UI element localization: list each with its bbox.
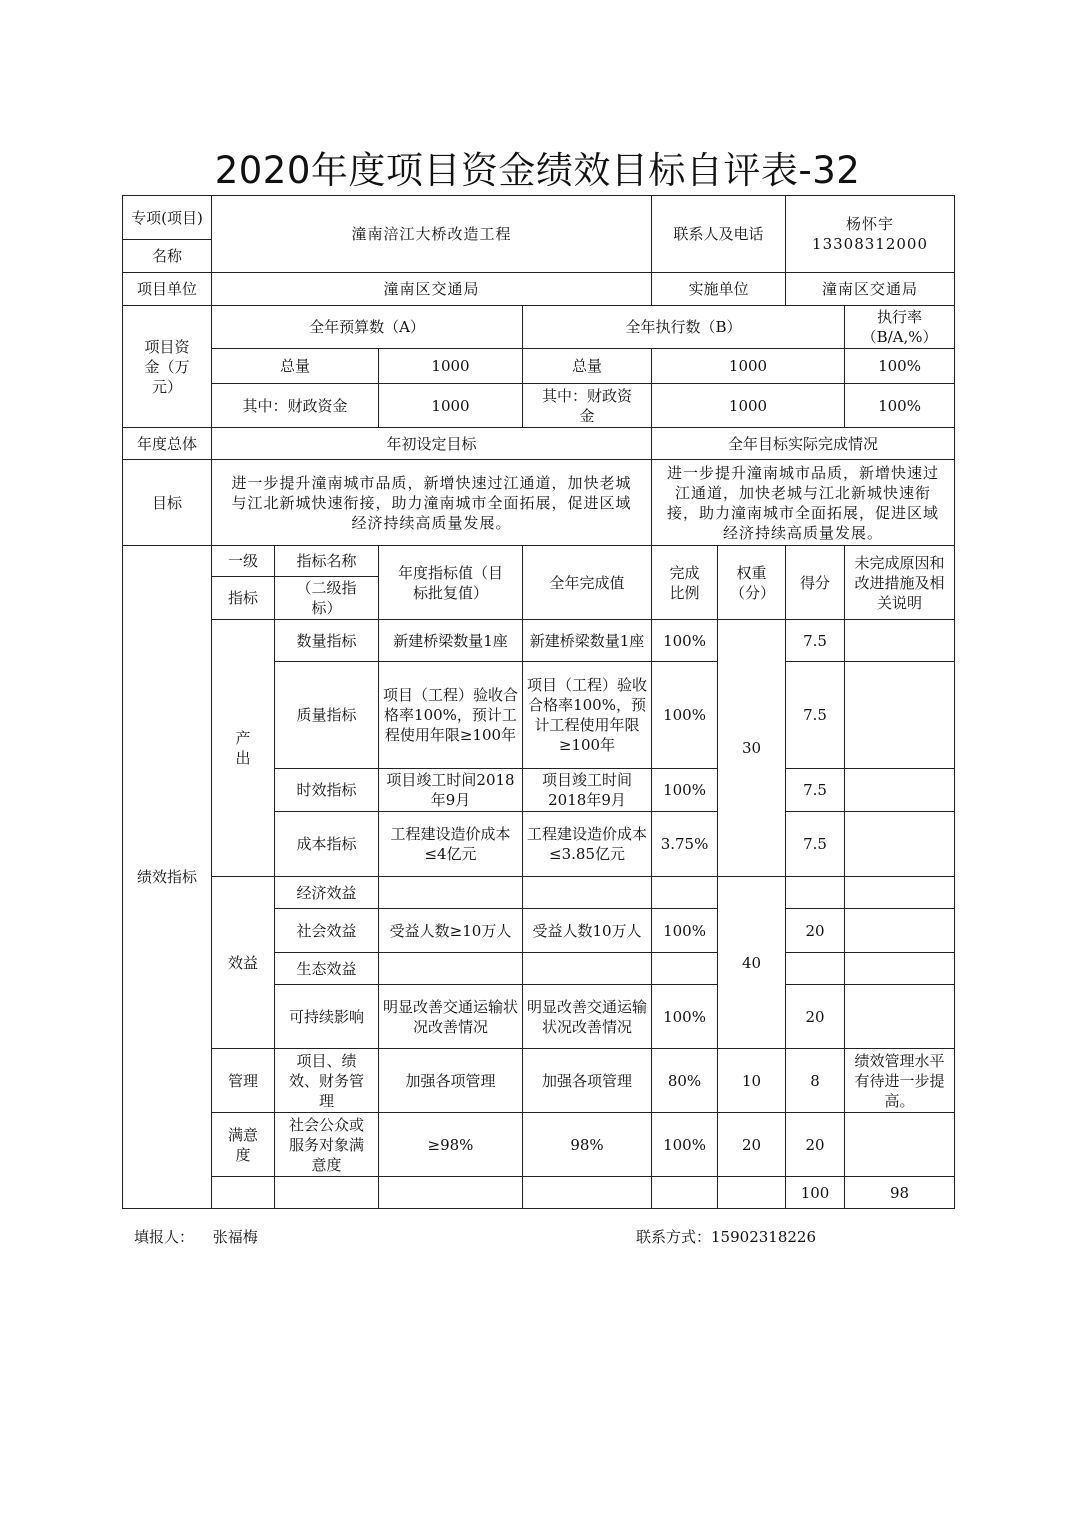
perf-header-row-1 (123, 546, 955, 577)
mgmt-done: 加强各项管理 (523, 1049, 652, 1113)
indicator-reason (845, 877, 955, 909)
indicator-name: 生态效益 (275, 953, 379, 985)
total-score: 98 (845, 1177, 955, 1209)
h-name-bottom: （二级指标） (275, 577, 379, 620)
indicator-reason (845, 662, 955, 769)
project-name-row (123, 196, 955, 273)
indicator-ratio: 100% (652, 769, 718, 812)
satis-level1: 满意度 (212, 1113, 275, 1177)
h-done: 全年完成值 (523, 546, 652, 620)
total-label: 总量 (212, 349, 379, 384)
fiscal-exec: 1000 (652, 384, 845, 428)
indicator-reason (845, 909, 955, 953)
indicator-target: 新建桥梁数量1座 (379, 620, 523, 662)
indicator-score: 7.5 (786, 662, 845, 769)
indicator-name: 时效指标 (275, 769, 379, 812)
indicator-done: 受益人数10万人 (523, 909, 652, 953)
goal-set-text: 进一步提升潼南城市品质，新增快速过江通道，加快老城与江北新城快速衔接，助力潼南城市全面拓展，促进区域经济持续高质量发展。 (212, 460, 652, 546)
project-name: 潼南涪江大桥改造工程 (212, 196, 652, 273)
mgmt-score: 8 (786, 1049, 845, 1113)
funds-header-row (123, 306, 955, 349)
goal-actual-text: 进一步提升潼南城市品质，新增快速过江通道，加快老城与江北新城快速衔接，助力潼南城市全面拓展，促进区域经济持续高质量发展。 (652, 460, 955, 546)
indicator-target (379, 953, 523, 985)
evaluation-table (122, 195, 955, 1209)
rate-header: 执行率（B/A,%） (845, 306, 955, 349)
h-reason: 未完成原因和改进措施及相关说明 (845, 546, 955, 620)
output-label: 产出 (212, 620, 275, 877)
indicator-target: 项目（工程）验收合格率100%，预计工程使用年限≥100年 (379, 662, 523, 769)
fiscal-exec-label: 其中：财政资金 (523, 384, 652, 428)
h-score: 得分 (786, 546, 845, 620)
impl-label: 实施单位 (652, 273, 786, 306)
satis-weight: 20 (718, 1113, 786, 1177)
indicator-score: 20 (786, 909, 845, 953)
indicator-name: 经济效益 (275, 877, 379, 909)
unit-label: 项目单位 (123, 273, 212, 306)
funds-total-row (123, 349, 955, 384)
total-budget: 1000 (379, 349, 523, 384)
indicator-score: 7.5 (786, 812, 845, 877)
unit-row (123, 273, 955, 306)
table-row (123, 620, 955, 662)
satis-row (123, 1113, 955, 1177)
fiscal-label: 其中：财政资金 (212, 384, 379, 428)
unit-value: 潼南区交通局 (212, 273, 652, 306)
budget-header: 全年预算数（A） (212, 306, 523, 349)
indicator-reason (845, 985, 955, 1049)
project-name-label-top: 专项(项目) (131, 208, 203, 227)
satis-name: 社会公众或服务对象满意度 (275, 1113, 379, 1177)
impl-value: 潼南区交通局 (786, 273, 955, 306)
mgmt-target: 加强各项管理 (379, 1049, 523, 1113)
indicator-ratio: 3.75% (652, 812, 718, 877)
indicator-ratio: 100% (652, 620, 718, 662)
total-rate: 100% (845, 349, 955, 384)
indicator-target: 工程建设造价成本≤4亿元 (379, 812, 523, 877)
indicator-score: 7.5 (786, 620, 845, 662)
total-exec: 1000 (652, 349, 845, 384)
project-name-label-bottom: 名称 (151, 247, 182, 265)
footer-contact-value: 15902318226 (711, 1228, 816, 1246)
h-ratio: 完成比例 (652, 546, 718, 620)
footer-contact-label: 联系方式： (636, 1228, 712, 1246)
indicator-reason (845, 769, 955, 812)
indicator-name: 数量指标 (275, 620, 379, 662)
goal-header-row (123, 428, 955, 460)
total-exec-label: 总量 (523, 349, 652, 384)
fiscal-budget: 1000 (379, 384, 523, 428)
perf-label: 绩效指标 (123, 546, 212, 1209)
mgmt-level1: 管理 (212, 1049, 275, 1113)
footer-contact (636, 1226, 816, 1247)
exec-header: 全年执行数（B） (523, 306, 845, 349)
indicator-target: 明显改善交通运输状况改善情况 (379, 985, 523, 1049)
indicator-score: 20 (786, 985, 845, 1049)
contact-value: 杨怀宇 13308312000 (786, 196, 955, 273)
filler-name: 张福梅 (212, 1228, 258, 1246)
mgmt-weight: 10 (718, 1049, 786, 1113)
benefit-weight: 40 (718, 877, 786, 1049)
indicator-target (379, 877, 523, 909)
page-title: 2020年度项目资金绩效目标自评表-32 (214, 149, 861, 192)
indicator-reason (845, 953, 955, 985)
indicator-name: 可持续影响 (275, 985, 379, 1049)
indicator-done (523, 877, 652, 909)
total-row (123, 1177, 955, 1209)
h-target: 年度指标值（目标批复值） (379, 546, 523, 620)
mgmt-name: 项目、绩效、财务管理 (275, 1049, 379, 1113)
mgmt-ratio: 80% (652, 1049, 718, 1113)
indicator-done: 项目竣工时间2018年9月 (523, 769, 652, 812)
indicator-done: 明显改善交通运输状况改善情况 (523, 985, 652, 1049)
funds-fiscal-row (123, 384, 955, 428)
contact-label: 联系人及电话 (652, 196, 786, 273)
indicator-ratio: 100% (652, 909, 718, 953)
h-weight: 权重（分） (718, 546, 786, 620)
indicator-done: 工程建设造价成本≤3.85亿元 (523, 812, 652, 877)
indicator-score (786, 953, 845, 985)
indicator-reason (845, 812, 955, 877)
funds-label: 项目资金（万元） (123, 306, 212, 428)
indicator-name: 成本指标 (275, 812, 379, 877)
goal-text-row (123, 460, 955, 546)
output-weight: 30 (718, 620, 786, 877)
fiscal-rate: 100% (845, 384, 955, 428)
goal-set-header: 年初设定目标 (212, 428, 652, 460)
filler (134, 1226, 258, 1247)
total-weight: 100 (786, 1177, 845, 1209)
indicator-score (786, 877, 845, 909)
goal-actual-header: 全年目标实际完成情况 (652, 428, 955, 460)
satis-ratio: 100% (652, 1113, 718, 1177)
goal-label-top: 年度总体 (123, 428, 212, 460)
satis-target: ≥98% (379, 1113, 523, 1177)
project-name-label-cell (123, 196, 212, 273)
indicator-ratio (652, 877, 718, 909)
h-level1-bottom: 指标 (212, 577, 275, 620)
indicator-score: 7.5 (786, 769, 845, 812)
indicator-done: 新建桥梁数量1座 (523, 620, 652, 662)
indicator-target: 受益人数≥10万人 (379, 909, 523, 953)
indicator-ratio: 100% (652, 985, 718, 1049)
filler-label: 填报人： (134, 1228, 195, 1246)
satis-reason (845, 1113, 955, 1177)
indicator-name: 社会效益 (275, 909, 379, 953)
h-level1-top: 一级 (212, 546, 275, 577)
benefit-label: 效益 (212, 877, 275, 1049)
indicator-done: 项目（工程）验收合格率100%，预计工程使用年限≥100年 (523, 662, 652, 769)
h-name-top: 指标名称 (275, 546, 379, 577)
mgmt-row (123, 1049, 955, 1113)
indicator-ratio (652, 953, 718, 985)
mgmt-reason: 绩效管理水平有待进一步提高。 (845, 1049, 955, 1113)
satis-score: 20 (786, 1113, 845, 1177)
goal-label-bottom: 目标 (123, 460, 212, 546)
satis-done: 98% (523, 1113, 652, 1177)
indicator-reason (845, 620, 955, 662)
indicator-ratio: 100% (652, 662, 718, 769)
table-row (123, 877, 955, 909)
indicator-done (523, 953, 652, 985)
indicator-name: 质量指标 (275, 662, 379, 769)
indicator-target: 项目竣工时间2018年9月 (379, 769, 523, 812)
